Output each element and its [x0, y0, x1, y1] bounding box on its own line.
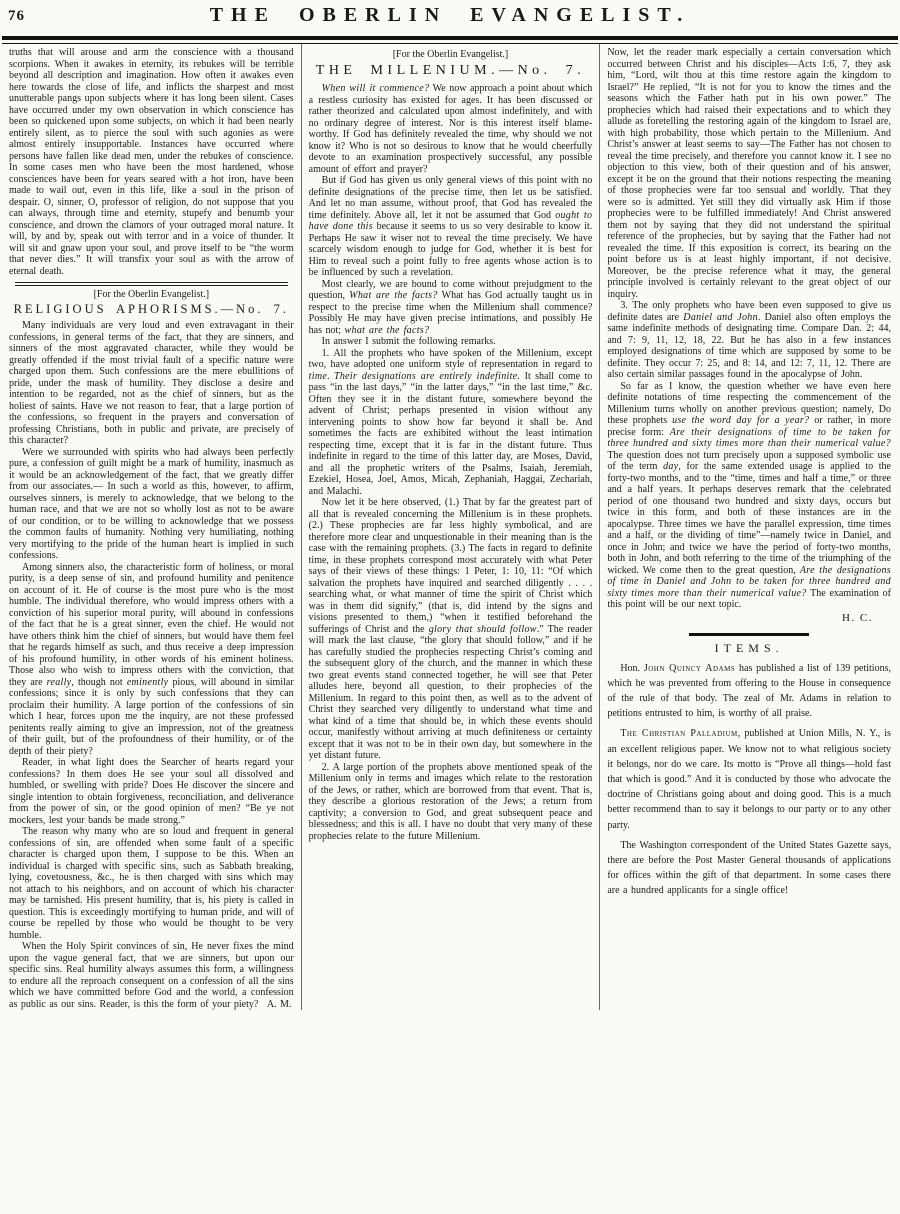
news-item: Hon. John Quincy Adams has published a list of 139 petitions, which he was prevented from offering to the House in consequence of the rule of that body. The zeal of Mr. Adams in relation to petitions entrusted to him, is worthy of all praise. [607, 662, 891, 720]
paragraph: When will it commence? We now approach a point about which a restless curiosity has existed for ages. It has been discussed or rather theorized and calculated upon almost indefinitely, and with no ordinary degree of interest. Nor is this interest itself blame-worthy. If God has definitely revealed the time, why should we not know it? Who is not so desirous to know that he would cheerfully devote to an examination prospectively successful, any possible amount of effort and prayer? [308, 83, 593, 175]
paragraph: Among sinners also, the characteristic form of holiness, or moral purity, is a deep sense of sin, and profound humility and penitence on account of it. He of course is the most pure who is the most humble. The individual therefore, who would impress others with a conviction of his superior moral purity, will abound in confessions of the fact that he is a great sinner, even the chief. He would not have others think him the chief of sinners, but would have them feel that he regards himself as such, and thus receive a deep impression of his profound humility, in other words of his eminent holiness. Those also who wish to impress others with the conviction, that they are really, though not eminently pious, will abound in similar confessions; since it is only by such confessions that they can proclaim their humility. A large portion of the confessions of sin which I hear, forces upon me the inquiry, are not these professed penitents really aiming to give an impression, not of the greatness of their guilt, but of the profoundness of their humility, or of the depth of their piety? [9, 561, 294, 757]
column-2 [301, 44, 600, 1010]
column-1 [2, 44, 301, 1010]
masthead [0, 0, 900, 34]
article-the-millenium [309, 49, 593, 842]
masthead-rule [2, 36, 898, 44]
article-religious-aphorisms [9, 289, 294, 1010]
news-item: The Christian Palladium, published at Union Mills, N. Y., is an excellent religious paper. We know not to what religious society it belongs, nor do we care. Its motto is “Prove all things—hold fast that which is good.” And it is conducted by those who advocate the doctrine of Christians going about and doing good. This is a much better recommend than to say it belongs to our party or to any other party. [607, 728, 891, 831]
article-title: RELIGIOUS APHORISMS.—No. 7. [13, 302, 290, 316]
section-divider [15, 282, 288, 286]
section-divider [689, 633, 809, 636]
paragraph: Most clearly, we are bound to come without prejudgment to the question, What are the facts? What has God actually taught us in respect to the precise time when the Millenium shall commence? Possibly He may have given precise intimations, and possibly He has not; what are the facts? [308, 278, 593, 336]
paragraph: Reader, in what light does the Searcher of hearts regard your confessions? In them does He see your soul all dissolved and humbled, or swelling with pride? Does He discover the sincere and single intention to obtain forgiveness, reconciliation, and deliverance from the power of sin, or the good opinion of men? “Be ye not mockers, lest your bands be made strong.” [9, 757, 294, 826]
article-dateline: [For the Oberlin Evangelist.] [93, 289, 210, 300]
paragraph: Many individuals are very loud and even extravagant in their confessions, in general terms of the fact, that they are sinners, and sinners of the most aggravated character, while they would be greatly offended if the most trivial fault of a specific nature were charged upon them. Such confessions are the mere ebullitions of pride, under the mask of humility. They disclose a desire and intention to be regarded, not as the chief of sinners, but as the holiest of saints. Have we not reason to fear, that a large portion of the confessions, so frequent in the prayers and conversation of professing Christians, both in public and private, are precisely of this character? [9, 320, 294, 446]
paragraph: 1. All the prophets who have spoken of the Millenium, except two, have adopted one uniform style of representation in regard to time. Their designations are entirely indefinite. It shall come to pass “in the last days,” “in the latter days,” “in the last time,” &c. Often they see it in the distant future, somewhere beyond the advent of Christ; perhaps presented in vision without any intervening points to show how far beyond it shall be. And sometimes the facts are exhibited without the least intimation respecting time, except that it is far in the distant future. Thus indefinite in regard to the time of this latter day, are Moses, David, and all the prophetic writers of the Psalms, Isaiah, Jeremiah, Ezekiel, Hosea, Joel, Amos, Micah, Zephaniah, Haggai, Zechariah, and Malachi. [308, 347, 593, 497]
page-number: 76 [8, 8, 25, 24]
paragraph: Now, let the reader mark especially a certain conversation which occurred between Christ and his disciples—Acts 1:6, 7, they ask him, “Lord, wilt thou at this time restore again the kingdom to Israel?” He replied, “It is not for you to know the times and the seasons which the Father hath put in his own power.” The prophecies which had raised their expectations and to which they allude as foretelling the restoring again of the kingdom to Israel are, with high probability, those which pertain to the Millenium. And Christ’s answer at least seems to say—The Father has not chosen to reveal the time precisely, and therefore you cannot know it. I see no objection to this view, both of their question and of his answer, except it be on the ground that their notions respecting the meaning of those prophecies were far too sensual and worldly. That they were so is admitted. Yet still they did virtually ask Him if those prophecies were to be fulfilled immediately! And Christ answered them not by saying that they did not understand the spiritual reference of the prophecies, but by saying that the Father had not revealed the time. If this exposition is correct, its bearing on the point before us is at least highly important, if not decisive. Moreover, be the precise reference what it may, the general principle involved is certainly relevant to the great object of our inquiry. [607, 47, 891, 300]
paragraph: truths that will arouse and arm the conscience with a thousand scorpions. When it awakes in eternity, its rebukes will be terrible beyond all description and imagination. How often it awakes even here towards the close of life, and inflicts the sharpest and most unutterable pangs upon subjects where it has long been silent. Cases have occurred under my own observation in which conscience has been so quickened upon some subjects, on which it had been nearly entirely silent, as to pierce the soul with such agonies as were almost entirely insupportable. Instances have occurred where persons have fallen like dead men, under the rebukes of conscience. In some cases men who have been the most hardened, whose consciences have been for years seared with a hot iron, have been made to wail out, even in this life, like a soul in the prison of despair. O, sinner, O, professor of religion, do not suppose that you can always, through time and eternity, stupefy and benumb your conscience, and drown the clamors of your outraged moral nature. It will, by and by, speak out with terror and in a voice of thunder. It will sit and gnaw upon your soul, and prove itself to be “the worm that never dies.” It will transfix your soul as with the arrow of eternal death. [9, 47, 294, 277]
article-dateline: [For the Oberlin Evangelist.] [392, 49, 509, 60]
paragraph: So far as I know, the question whether we have even here definite notations of time respecting the commencement of the Millenium turns wholly on another previous question; namely, Do these prophets use the word day for a year? or rather, in more precise form: Are their designations of time to be taken for three hundred and sixty times more than their numerical value? The question does not turn precisely upon a supposed symbolic use of the term day, for the same extended usage is applied to the forty-two months, and to the “time, times and half a time,” or three and a half years. It perhaps deserves remark that the celebrated period of one thousand two hundred and sixty days, occurs but twice in this form, and both of these instances are in the apocalypse. Three times we have the parallel expression, time times and a half, or the dividing of time”—namely twice in Daniel, and once in John; and twice we have the period of forty-two months, both in John, and both referring to the time of the triumphing of the wicked. We come then to the great question, Are the designations of time in Daniel and John to be taken for three hundred and sixty times more than their numerical value? The examination of this point will be our next topic. [607, 380, 891, 610]
paragraph: 3. The only prophets who have been even supposed to give us definite dates are Daniel and John. Daniel also often employs the same indefinite methods of designating time. Compare Dan. 2: 44, and 7: 9, 11, 12, 18, 22. But he has also in a few instances employed designations of time which are supposed by some to be definite. They occur 7: 25, and 8: 14, and 12: 7, 11, 12. There are also certain similar passages found in the apocalypse of John. [607, 300, 891, 380]
paragraph: The reason why many who are so loud and frequent in general confessions of sin, are offended when some fault of a specific character is charged upon them, I suppose to be this. When an individual is charged with specific sins, such as Sabbath breaking, lying, covetousness, &c., he is then charged with sins which may not attach to his neighbors, and on account of which his character may be tarnished. His present humility, that is, his piety is called in question. This is exceedingly mortifying to human pride, and will of course be repelled by those who would be thought to be very humble. [9, 826, 294, 941]
paragraph: But if God has given us only general views of this point with no definite designations of the precise time, then let us be satisfied. And let no man assume, without proof, that God has revealed the time definitely. Above all, let it not be assumed that God ought to have done this because it seems to us so very desirable to know it. Perhaps He saw it wiser not to reveal the time precisely. We have scarcely wisdom enough to judge for God, whether it is best for Him to reveal such a point fully to free agents whose action is to be influenced by such a revelation. [308, 175, 593, 278]
paragraph: 2. A large portion of the prophets above mentioned speak of the Millenium only in terms and images which relate to the restoration of the Jews, or rather, which are borrowed from that event. That is, they describe a glorious restoration of the Jews; a return from captivity; a conversion to God, and great subsequent peace and blessedness; and this is all. I have no doubt that very many of these prophecies relate to the future Millenium. [308, 761, 593, 842]
paragraph: When the Holy Spirit convinces of sin, He never fixes the mind upon the vague general fact, that we are sinners, but upon our specific sins. Real humility always assumes this form, a willingness to endure all the reproach consequent on a confession of all the sins which we have committed before God and the world, a confession as public as our sins. Reader, is this the form of your piety? A. M. [9, 941, 294, 1010]
masthead-title: THE OBERLIN EVANGELIST. [209, 4, 691, 26]
article-signature: H. C. [841, 611, 873, 624]
news-item: The Washington correspondent of the United States Gazette says, there are before the Post Master General thousands of applications for offices within the gift of that department. In some cases there are a hundred applicants for a single office! [607, 839, 891, 897]
items-title: ITEMS. [714, 640, 784, 655]
article-title: THE MILLENIUM.—No. 7. [315, 63, 586, 78]
items-section [607, 641, 891, 899]
paragraph: Now let it be here observed, (1.) That by far the greatest part of all that is revealed concerning the Millenium is in these prophets. (2.) These prophecies are far less highly symbolical, and are therefore more clear and unquestionable in their meaning than is the case with the remaining prophets. (3.) The facts in regard to definite time, in these prophets correspond most accurately with what Peter says of their views of these things: 1 Peter, 1: 10, 11: “Of which salvation the prophets have inquired and searched diligently . . . . searching what, or what manner of time the spirit of Christ which was in them did signify,” (that is, did intend by the signs and visions presented to them,) “when it testified beforehand the sufferings of Christ and the glory that should follow.” The reader will mark the last clause, “the glory that should follow,” and if he has carefully studied the prophecies respecting Christ’s coming and the subsequent glory of the church, and the manner in which these two great events stand connected together, he will see that Peter alludes here, beyond all question, to their prophecies of the Millenium. In regard to this point then, as well as to the advent of Christ they searched very diligently to understand what time and what kind of a time that should be, in which these events should occur, manifestly without arriving at much definiteness or certainty except that it was not to be in their own day, but somewhere in the yet distant future. [308, 497, 593, 761]
paragraph: Were we surrounded with spirits who had always been perfectly pure, a confession of guilt might be a mark of humility, inasmuch as it would be an acknowledgement of the fact, that we greatly differ from our associates.— In such a world as this, however, to affirm, ourselves sinners, is merely to acknowledge, that we belong to the human race, and that we are not so wholly lost as not to be aware of our condition, or to be willing to acknowledge that we possess the common faults of humanity. Nothing very humiliating, nothing very mortifying to the pride of the human heart is implied in such confessions. [9, 446, 294, 561]
paragraph: In answer I submit the following remarks. [321, 336, 496, 347]
column-3 [599, 44, 898, 1010]
columns [0, 44, 900, 1010]
